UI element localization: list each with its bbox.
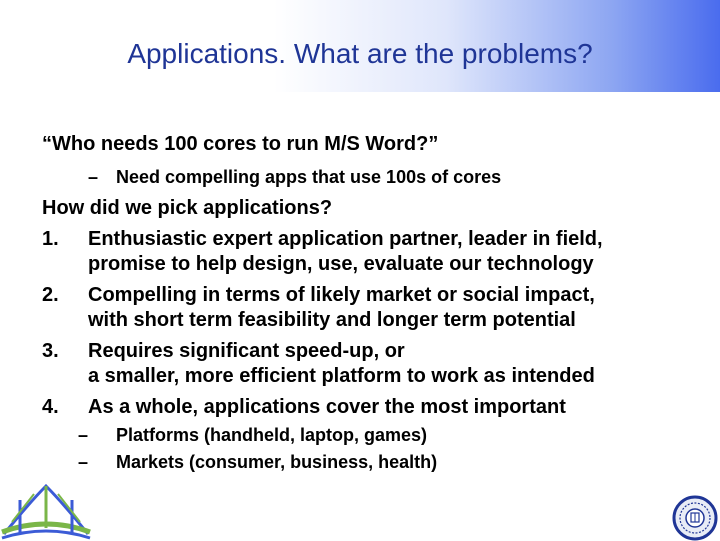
item-1-line-2: promise to help design, use, evaluate our technology [88, 253, 594, 275]
item-1-line-1: Enthusiastic expert application partner, leader in field, [88, 228, 603, 250]
quote-sub-dash: – [88, 167, 99, 187]
sub-item-1: Platforms (handheld, laptop, games) [116, 425, 428, 445]
bridge-logo-icon [0, 482, 92, 540]
university-seal-icon [672, 495, 718, 541]
item-number-1: 1. [42, 228, 59, 250]
item-number-3: 3. [42, 340, 59, 362]
item-number-4: 4. [42, 396, 59, 418]
quote-sub-text: Need compelling apps that use 100s of cores [116, 167, 502, 187]
sub-item-dash-2: – [78, 452, 89, 472]
item-3-line-1: Requires significant speed-up, or [88, 340, 405, 362]
item-3-line-2: a smaller, more efficient platform to work as intended [88, 365, 595, 387]
quote-line: “Who needs 100 cores to run M/S Word?” [42, 133, 439, 155]
item-4-line-1: As a whole, applications cover the most important [88, 396, 566, 418]
sub-item-2: Markets (consumer, business, health) [116, 452, 438, 472]
item-2-line-1: Compelling in terms of likely market or social impact, [88, 284, 595, 306]
sub-item-dash-1: – [78, 425, 89, 445]
slide-title: Applications. What are the problems? [127, 38, 593, 69]
question-line: How did we pick applications? [42, 197, 333, 219]
item-number-2: 2. [42, 284, 59, 306]
item-2-line-2: with short term feasibility and longer term potential [88, 309, 576, 331]
